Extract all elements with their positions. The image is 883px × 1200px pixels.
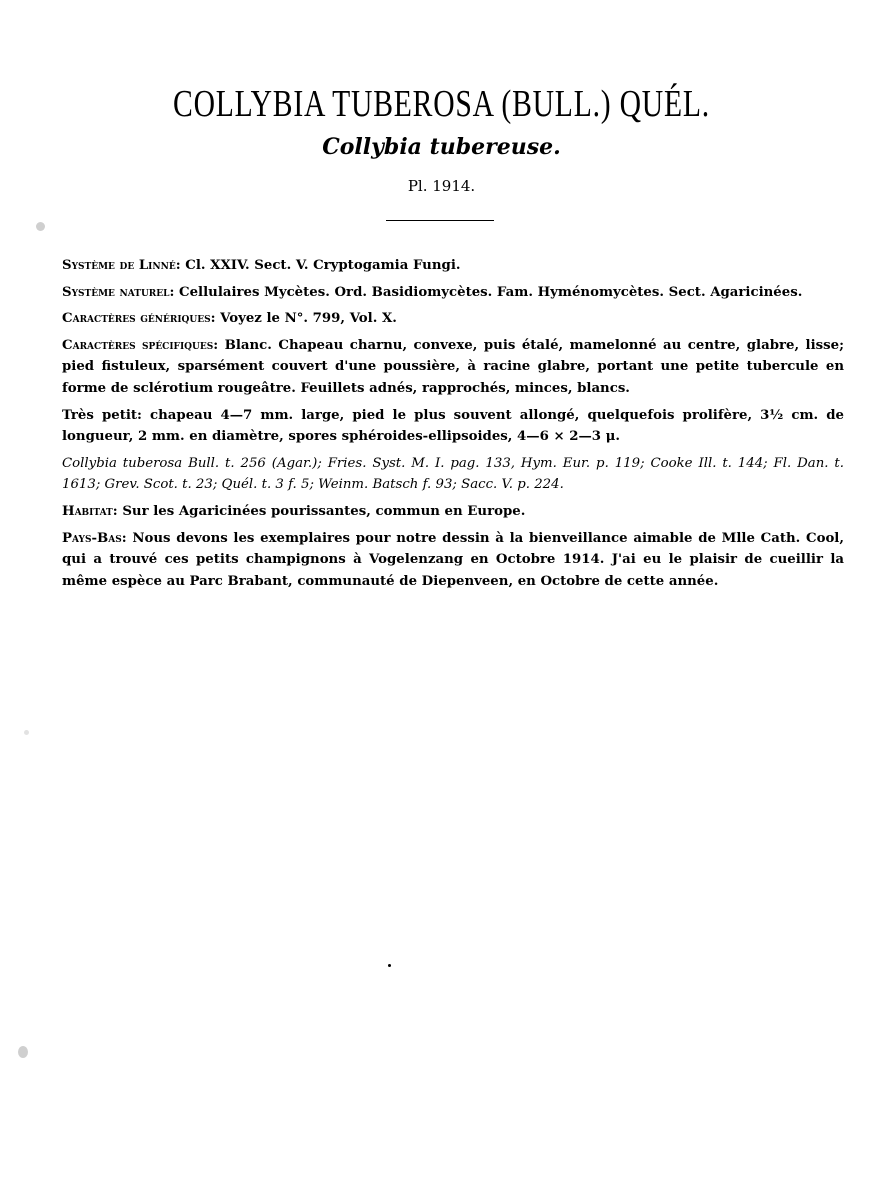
common-name-subtitle: Collybia tubereuse. [322,134,561,160]
linne-text: Cl. XXIV. Sect. V. Cryptogamia Fungi. [185,258,461,273]
paper-speck [24,730,29,735]
page-title: COLLYBIA TUBEROSA (BULL.) QUÉL. [173,83,710,125]
habitat-paragraph [62,501,844,523]
references-text: Collybia tuberosa Bull. t. 256 (Agar.); Fries. Syst. M. I. pag. 133, Hym. Eur. p. 119; Cooke Ill. t. 144; Fl. Dan. t. 1613; Grev. Scot. t. 23; Quél. t. 3 f. 5; Weinm. Batsch f. 93; Sacc. V. p. 224. [62,455,844,493]
specifiques-paragraph [62,335,844,400]
naturel-label: Système naturel: [62,284,175,300]
generiques-paragraph [62,308,844,330]
habitat-text: Sur les Agaricinées pourissantes, commun en Europe. [122,503,526,519]
paysbas-paragraph [62,528,844,593]
references-paragraph [62,453,844,496]
plate-number: Pl. 1914. [407,177,476,195]
dimensions-text: Très petit: chapeau 4—7 mm. large, pied le plus souvent allongé, quelquefois prolifère, 3½ cm. de longueur, 2 mm. en diamètre, spores sphéroides-ellipsoides, 4—6 × 2—3 μ. [62,407,844,445]
specifiques-text: Blanc. Chapeau charnu, convexe, puis étalé, mamelonné au centre, glabre, lisse; pied fistuleux, sparsément couvert d'une poussière, à racine glabre, portant une petite tubercule en forme de sclérotium rougeâtre. Feuillets adnés, rapprochés, minces, blancs. [62,337,844,396]
paper-speck [36,222,45,231]
generiques-text: Voyez le N°. 799, Vol. X. [220,311,397,327]
description-body [62,255,844,597]
linne-label: Système de Linné: [62,258,181,273]
linne-paragraph [62,255,844,277]
paysbas-label: Pays-Bas: [62,530,127,546]
specifiques-label: Caractères spécifiques: [62,337,219,353]
dimensions-paragraph [62,405,844,448]
paysbas-text: Nous devons les exemplaires pour notre dessin à la bienveillance aimable de Mlle Cath. Cool, qui a trouvé ces petits champignons à Vogelenzang en Octobre 1914. J'ai eu le plaisir de cueillir la même espèce au Parc Brabant, communauté de Diepenveen, en Octobre de cette année. [62,530,844,589]
ink-dot [388,964,391,967]
naturel-paragraph [62,282,844,304]
title-divider [386,220,494,221]
naturel-text: Cellulaires Mycètes. Ord. Basidiomycètes. Fam. Hyménomycètes. Sect. Agaricinées. [179,284,803,300]
generiques-label: Caractères génériques: [62,311,216,327]
paper-speck [18,1046,28,1058]
habitat-label: Habitat: [62,503,118,519]
